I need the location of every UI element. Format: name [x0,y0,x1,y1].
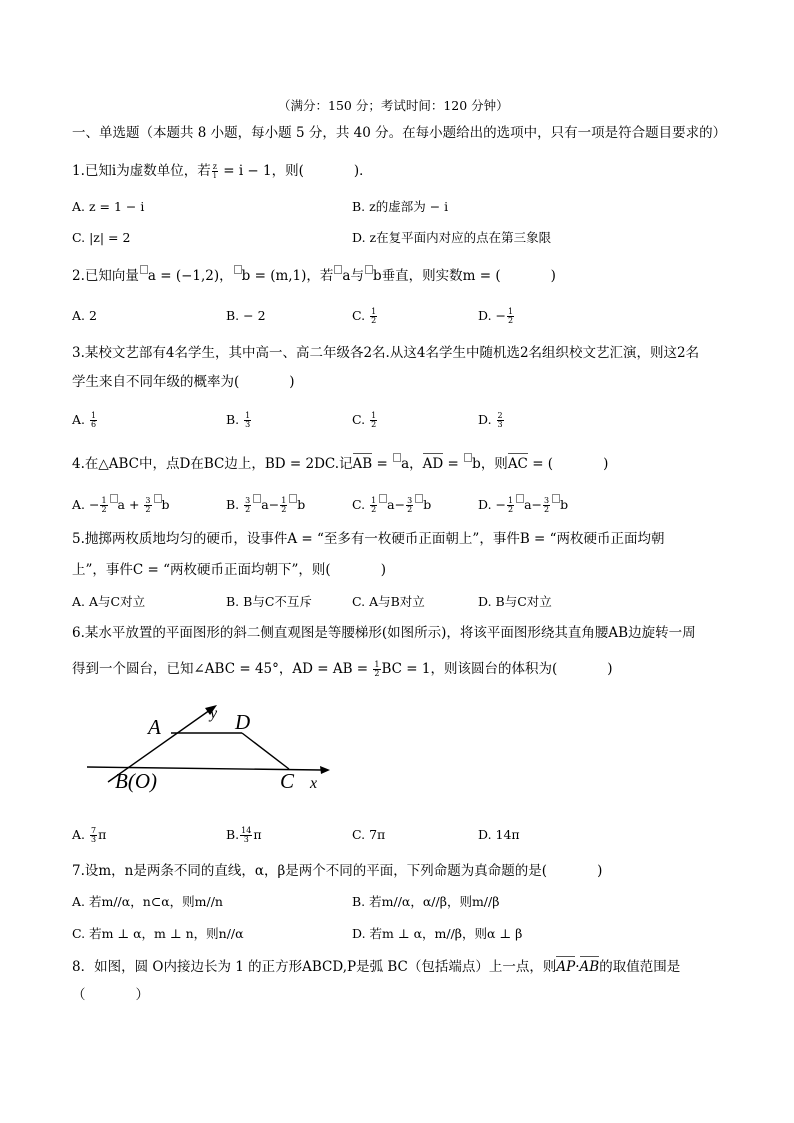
question-4-stem: 4.在△ABC中，点D在BC边上，BD = 2DC.记AB = a，AD = b，则AC = ( ) [72,455,608,473]
vector-mark-icon [365,265,373,274]
label-y: y [210,705,218,722]
question-4-option-d: D. − $\frac{1}{2}$ a− $\frac{3}{2}$ b [478,496,569,514]
vector-mark-icon [234,265,242,274]
question-1-option-d: D. z在复平面内对应的点在第三象限 [352,230,552,245]
question-2-option-d: D. − $\frac{1}{2}$ [478,307,514,325]
question-8-stem: 8．如图，圆 O内接边长为 1 的正方形ABCD,P是弧 BC（包括端点）上一点，则AP·AB的取值范围是 [72,959,681,975]
label-b-o: B(O) [115,769,157,793]
question-4-option-b: B. $\frac{3}{2}$ a− $\frac{1}{2}$ b [226,496,306,514]
question-7-option-a: A. 若m//α，n⊂α，则m//n [72,894,223,909]
question-5-option-a: A. A与C对立 [72,594,146,609]
label-c: C [280,769,295,793]
question-5-line-1: 5.抛掷两枚质地均匀的硬币，设事件A = “至多有一枚硬币正面朝上”，事件B = “两枚硬币正面均朝 [72,531,665,547]
question-6-option-b: B. $\frac{14}{3}$ π [226,826,262,844]
question-7-option-c: C. 若m ⊥ α，m ⊥ n，则n//α [72,926,244,941]
question-2-stem: 2.已知向量 a = (−1,2)， b = (m,1)，若 a与 b垂直，则实数m = ( ) [72,267,556,285]
trapezoid-figure [82,696,342,796]
question-3-option-a: A. $\frac{1}{6}$ [72,411,97,429]
question-7-stem: 7.设m，n是两条不同的直线，α，β是两个不同的平面，下列命题为真命题的是( ) [72,863,603,879]
question-2-option-c: C. $\frac{1}{2}$ [352,307,377,325]
label-x: x [310,775,318,792]
question-5-option-b: B. B与C不互斥 [226,594,312,609]
exam-info: （满分：150 分；考试时间：120 分钟） [278,98,509,113]
question-5-line-2: 上”，事件C = “两枚硬币正面均朝下”，则( ) [72,562,386,578]
question-6-line-1: 6.某水平放置的平面图形的斜二侧直观图是等腰梯形(如图所示)，将该平面图形绕其直角腰AB边旋转一周 [72,625,696,641]
question-8-line-2: （ ） [72,987,149,1003]
question-3-option-b: B. $\frac{1}{3}$ [226,411,251,429]
question-3-line-2: 学生来自不同年级的概率为( ) [72,374,295,390]
section-title: 一、单选题（本题共 8 小题，每小题 5 分，共 40 分。在每小题给出的选项中，只有一项是符合题目要求的） [72,125,727,141]
question-5-option-d: D. B与C对立 [478,594,552,609]
question-5-option-c: C. A与B对立 [352,594,425,609]
question-3-option-c: C. $\frac{1}{2}$ [352,411,377,429]
question-1-option-b: B. z的虚部为 − i [352,199,449,214]
vector-mark-icon [140,265,148,274]
question-1-option-c: C. |z| = 2 [72,230,131,245]
question-7-option-b: B. 若m//α，α//β，则m//β [352,894,500,909]
question-2-option-a: A. 2 [72,308,97,323]
question-1-stem: 1.已知i为虚数单位，若 $\frac{z}{i}$ = i − 1，则( )． [72,162,373,180]
z-over-i-fraction: $\frac{z}{i}$ [212,162,217,180]
question-3-line-1: 3.某校文艺部有4名学生，其中高一、高二年级各2名.从这4名学生中随机选2名组织校文艺汇演，则这2名 [72,345,700,361]
question-3-option-d: D. $\frac{2}{3}$ [478,411,503,429]
question-4-option-a: A. − $\frac{1}{2}$ a + $\frac{3}{2}$ b [72,496,170,514]
x-axis-arrow-icon [320,766,330,774]
label-d: D [235,710,251,734]
vector-mark-icon [393,453,401,462]
question-6-option-c: C. 7π [352,827,386,842]
question-4-option-c: C. $\frac{1}{2}$ a− $\frac{3}{2}$ b [352,496,432,514]
question-6-line-2: 得到一个圆台，已知∠ABC = 45°，AD = AB = $\frac{1}{2}$ BC = 1，则该圆台的体积为( ) [72,660,613,678]
question-6-option-d: D. 14π [478,827,520,842]
question-1-option-a: A. z = 1 − i [72,199,145,214]
question-2-option-b: B. − 2 [226,308,266,323]
question-7-option-d: D. 若m ⊥ α，m//β，则α ⊥ β [352,926,523,941]
vector-mark-icon [464,453,472,462]
question-6-option-a: A. $\frac{7}{3}$ π [72,826,107,844]
trapezoid-right-side [242,733,289,769]
label-a: A [148,715,161,739]
